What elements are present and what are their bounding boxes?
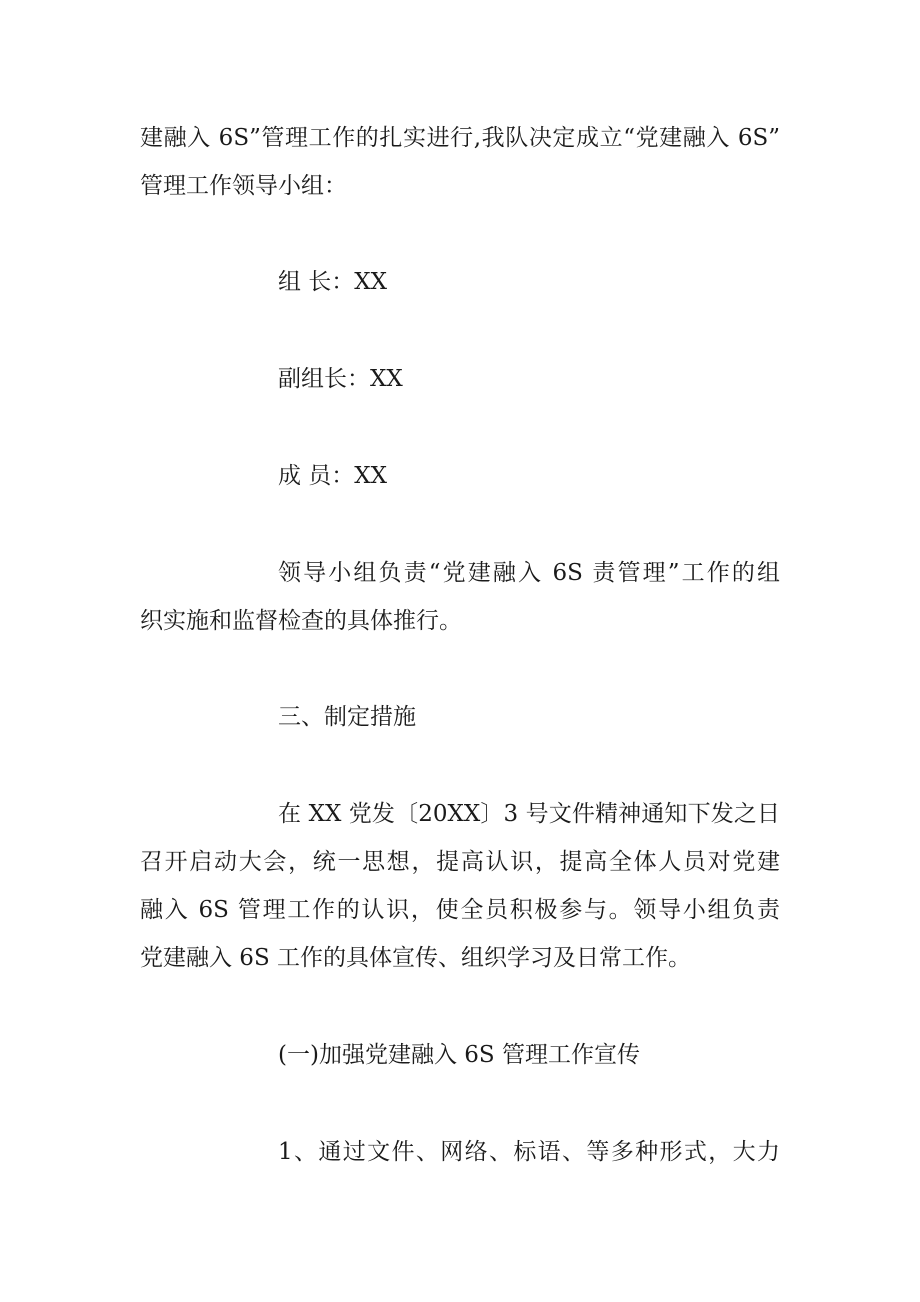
subsection-heading: (一)加强党建融入 6S 管理工作宣传 (278, 1042, 640, 1068)
section-heading: 三、制定措施 (278, 704, 416, 730)
paragraph-line: 在 XX 党发〔20XX〕3 号文件精神通知下发之日 (278, 801, 780, 827)
deputy-leader-line: 副组长：XX (278, 366, 403, 392)
paragraph-line: 融入 6S 管理工作的认识，使全员积极参与。领导小组负责 (140, 897, 780, 923)
members-line: 成 员：XX (278, 463, 388, 489)
paragraph-line: 召开启动大会，统一思想，提高认识，提高全体人员对党建 (140, 849, 780, 875)
paragraph-line: 党建融入 6S 工作的具体宣传、组织学习及日常工作。 (140, 945, 692, 971)
paragraph-line: 织实施和监督检查的具体推行。 (140, 608, 462, 634)
paragraph-line: 领导小组负责“党建融入 6S 责管理”工作的组 (278, 560, 780, 586)
list-item: 1、通过文件、网络、标语、等多种形式，大力 (278, 1139, 780, 1165)
paragraph-line: 管理工作领导小组： (140, 173, 347, 199)
group-leader-line: 组 长：XX (278, 269, 388, 295)
paragraph-line: 建融入 6S”管理工作的扎实进行,我队决定成立“党建融入 6S” (140, 125, 780, 151)
